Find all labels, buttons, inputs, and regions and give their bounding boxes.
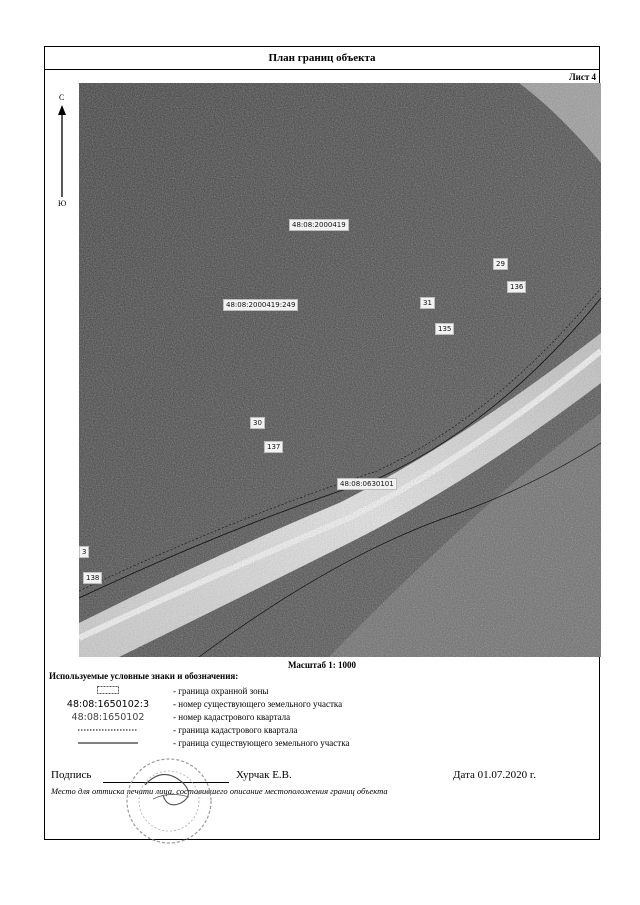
point-label: 3 <box>79 546 89 558</box>
document-frame <box>44 46 600 840</box>
south-label: Ю <box>58 199 67 208</box>
point-label: 31 <box>420 297 435 309</box>
point-label: 136 <box>507 281 526 293</box>
aerial-photo <box>79 83 601 657</box>
sheet-number: Лист 4 <box>568 72 596 82</box>
parcel-label: 48:08:2000419 <box>289 219 349 231</box>
legend-text: - граница существующего земельного участка <box>173 738 350 748</box>
quarter-boundary-symbol <box>53 724 163 737</box>
point-label: 135 <box>435 323 454 335</box>
north-arrow <box>50 93 74 217</box>
quarter-number-sample: 48:08:1650102 <box>71 712 145 723</box>
parcel-label: 48:08:0630101 <box>337 478 397 490</box>
legend-item <box>45 737 599 750</box>
map-scale: Масштаб 1: 1000 <box>287 660 357 670</box>
stamp-note: Место для оттиска печати лица, составившего описание местоположения границ объекта <box>51 786 388 796</box>
signature-label: Подпись <box>51 769 92 781</box>
signer-name: Хурчак Е.В. <box>236 769 292 781</box>
aerial-map <box>79 83 601 657</box>
point-label: 138 <box>83 572 102 584</box>
parcel-number-sample: 48:08:1650102:3 <box>66 699 150 710</box>
point-label: 29 <box>493 258 508 270</box>
parcel-boundary-symbol <box>53 737 163 750</box>
legend-item <box>45 685 599 698</box>
legend-text: - номер кадастрового квартала <box>173 712 291 722</box>
protection-zone-symbol <box>53 685 163 698</box>
point-label: 137 <box>264 441 283 453</box>
legend-item <box>45 698 599 711</box>
document-date: Дата 01.07.2020 г. <box>453 769 536 781</box>
legend-text: - граница кадастрового квартала <box>173 725 298 735</box>
point-label: 30 <box>250 417 265 429</box>
parcel-label: 48:08:2000419:249 <box>223 299 298 311</box>
legend-title: Используемые условные знаки и обозначения: <box>49 671 239 681</box>
document-title: План границ объекта <box>45 47 599 70</box>
north-label: С <box>59 93 65 102</box>
legend-text: - граница охранной зоны <box>173 686 269 696</box>
legend-item <box>45 724 599 737</box>
legend-item <box>45 711 599 724</box>
legend-text: - номер существующего земельного участка <box>173 699 343 709</box>
stamp-seal-icon <box>123 755 215 847</box>
north-arrow-icon <box>56 105 68 197</box>
